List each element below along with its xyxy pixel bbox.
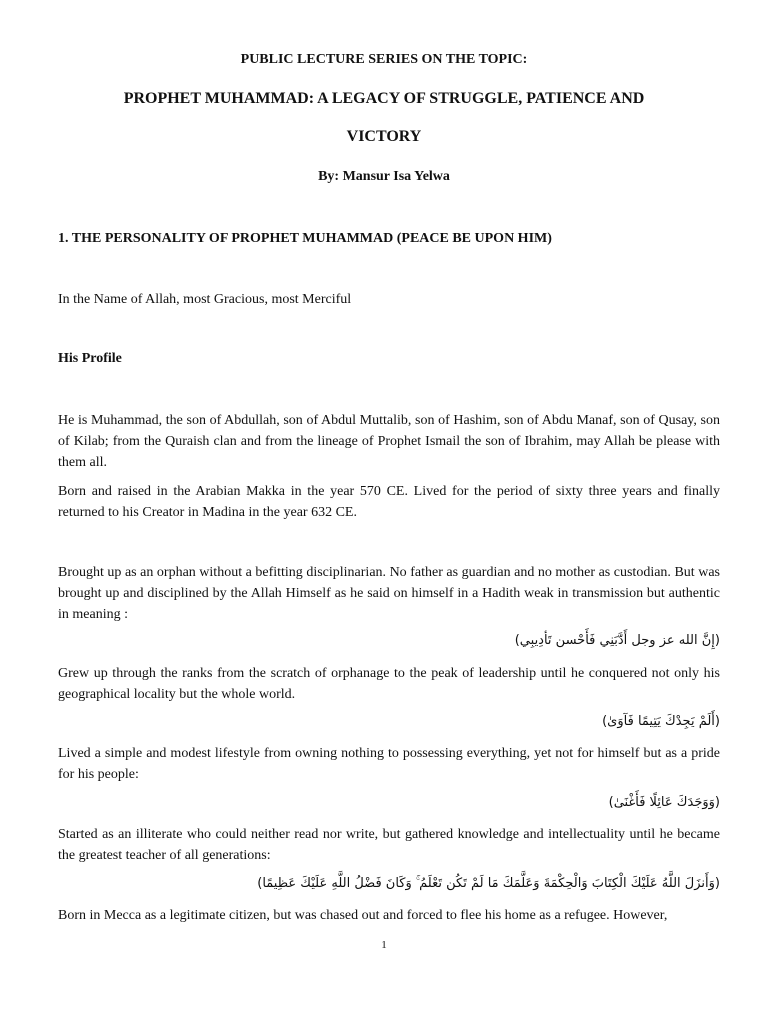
author-line: By: Mansur Isa Yelwa [318,169,450,184]
orphan-paragraph: Brought up as an orphan without a befitting disciplinarian. No father as guardian and no mother as custodian. But was brought up and disciplined by the Allah Himself as he said on himself in a Hadith weak in transmission but authentic in meaning : [58,565,720,622]
growth-paragraph: Grew up through the ranks from the scratch of orphanage to the peak of leadership until he conquered not only his geographical locality but the whole world. [58,666,720,702]
page-number: 1 [381,939,387,951]
section-heading: 1. THE PERSONALITY OF PROPHET MUHAMMAD (PEACE BE UPON HIM) [58,231,552,246]
lifestyle-paragraph: Lived a simple and modest lifestyle from owning nothing to possessing everything, yet not for himself but as a pride for his people: [58,746,720,782]
refugee-paragraph: Born in Mecca as a legitimate citizen, but was chased out and forced to flee his home as a refugee. However, [58,908,668,923]
arabic-quote-4: (وَأَنزَلَ اللَّهُ عَلَيْكَ الْكِتَابَ وَالْحِكْمَةَ وَعَلَّمَكَ مَا لَمْ تَكُن تَعْلَمُ ۚ وَكَانَ فَضْلُ اللَّهِ عَلَيْكَ عَظِيمًا) [257,876,720,891]
profile-heading: His Profile [58,351,122,366]
arabic-quote-1: (إِنَّ الله عز وجل أَدَّبَنِي فَأَحْسن تَأدِيبِي) [514,633,720,648]
arabic-quote-2: (أَلَمْ يَجِدْكَ يَتِيمًا فَآوَىٰ) [602,714,720,729]
bismillah-paragraph: In the Name of Allah, most Gracious, most Merciful [58,292,352,307]
arabic-quote-3: (وَوَجَدَكَ عَائِلًا فَأَغْنَىٰ) [608,795,720,810]
knowledge-paragraph: Started as an illiterate who could neither read nor write, but gathered knowledge and intellectuality until he became the greatest teacher of all generations: [58,827,720,863]
lecture-series-label: PUBLIC LECTURE SERIES ON THE TOPIC: [240,52,528,67]
lineage-paragraph: He is Muhammad, the son of Abdullah, son of Abdul Muttalib, son of Hashim, son of Abdu Manaf, son of Qusay, son of Kilab; from the Quraish clan and from the lineage of Prophet Ismail the son of Ibrahim, may Allah be please with them all. [58,413,720,470]
document-title-line-2: VICTORY [346,128,422,145]
document-title-line-1: PROPHET MUHAMMAD: A LEGACY OF STRUGGLE, PATIENCE AND [123,90,645,107]
birth-paragraph: Born and raised in the Arabian Makka in the year 570 CE. Lived for the period of sixty three years and finally returned to his Creator in Madina in the year 632 CE. [58,484,720,520]
